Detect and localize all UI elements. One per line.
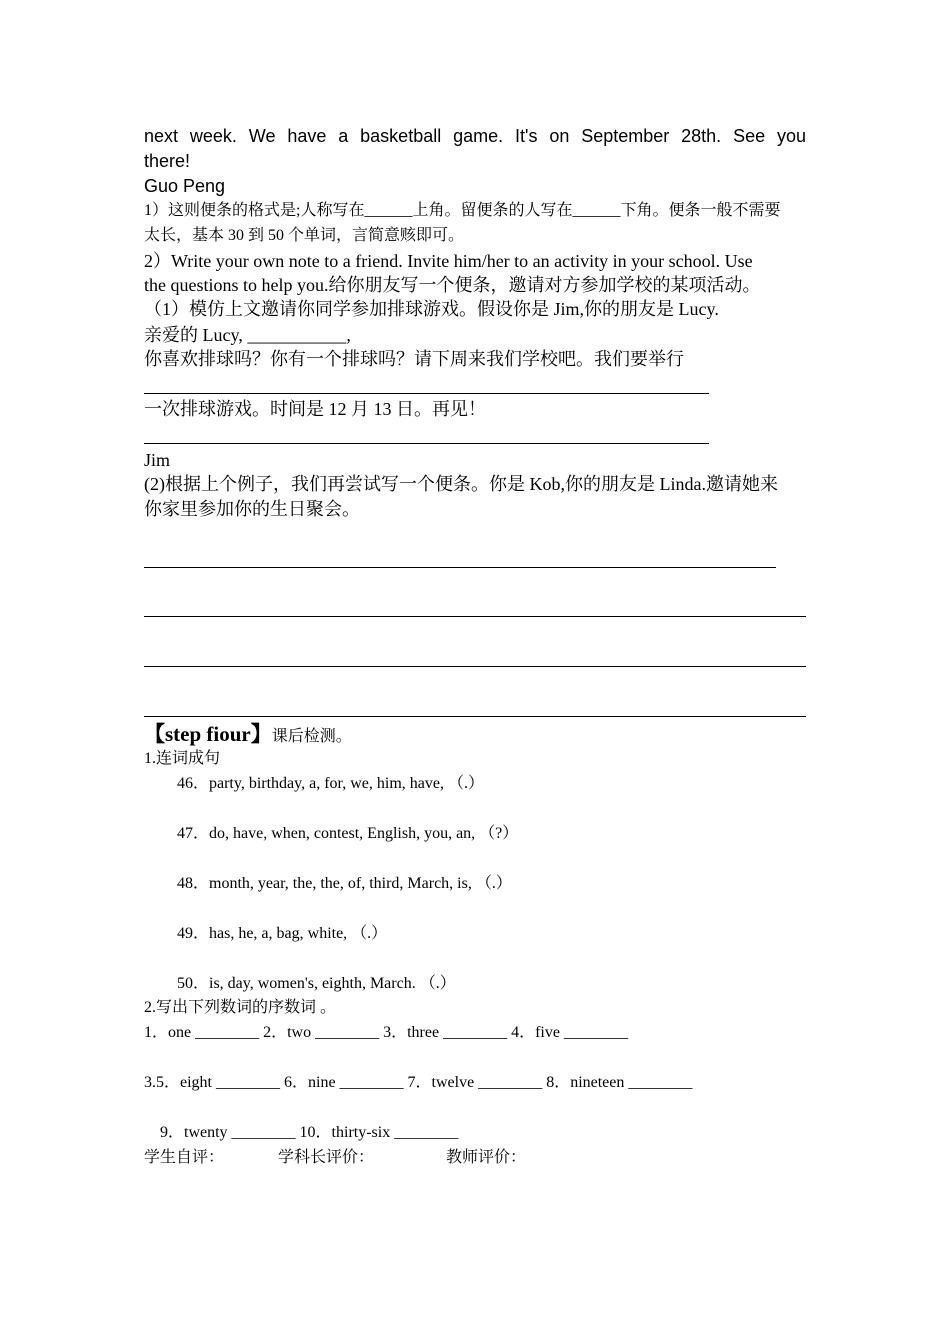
step4-heading-title: 【step fiour】 bbox=[144, 722, 272, 746]
answer-line[interactable] bbox=[144, 393, 709, 394]
q2-line-3-text: （1）模仿上文邀请你同学参加排球游戏。假设你是 Jim,你的朋友是 Lucy. bbox=[144, 299, 719, 319]
q2-line-6: 一次排球游戏。时间是 12 月 13 日。再见！ bbox=[144, 399, 486, 419]
q2-line-4: 亲爱的 Lucy, ___________, bbox=[144, 325, 351, 345]
q2-line-2: the questions to help you.给你朋友写一个便条，邀请对方参加学校的某项活动。 bbox=[144, 275, 761, 295]
letter-line-1: next week. We have a basketball game. It's on September 28th. See you bbox=[144, 126, 806, 146]
q2-line-1: 2）Write your own note to a friend. Invite him/her to an activity in your school. Use bbox=[144, 251, 753, 271]
q1-line-2: 太长，基本 30 到 50 个单词，言简意赅即可。 bbox=[144, 227, 465, 244]
ordinal-row: 1．one ________ 2．two ________ 3．three ________ 4．five ________ bbox=[144, 1024, 628, 1041]
ordinal-row: 3.5．eight ________ 6．nine ________ 7．twelve ________ 8．nineteen ________ bbox=[144, 1074, 693, 1091]
ordinal-row: 9．twenty ________ 10．thirty-six ________ bbox=[160, 1124, 459, 1141]
section-1-title: 1.连词成句 bbox=[144, 750, 221, 767]
q2-line-7: (2)根据上个例子，我们再尝试写一个便条。你是 Kob,你的朋友是 Linda.邀请她来 bbox=[144, 474, 778, 494]
section-2-title: 2.写出下列数词的序数词 。 bbox=[144, 999, 337, 1016]
exercise-item: 46．party, birthday, a, for, we, him, have, （.） bbox=[177, 775, 484, 792]
letter-line-2: there! bbox=[144, 151, 191, 171]
leader-evaluation-label: 学科长评价： bbox=[278, 1149, 375, 1166]
step4-heading-suffix: 课后检测。 bbox=[271, 728, 352, 745]
q2-line-3 bbox=[144, 300, 806, 318]
writing-line[interactable] bbox=[144, 666, 806, 667]
q2-signature: Jim bbox=[144, 450, 171, 470]
exercise-item: 49．has, he, a, bag, white, （.） bbox=[177, 925, 388, 942]
q1-line-1: 1）这则便条的格式是;人称写在______上角。留便条的人写在______下角。便条一般不需要 bbox=[144, 202, 781, 219]
answer-line[interactable] bbox=[144, 443, 709, 444]
letter-signature: Guo Peng bbox=[144, 176, 226, 196]
q2-line-5: 你喜欢排球吗？你有一个排球吗？请下周来我们学校吧。我们要举行 bbox=[144, 349, 684, 369]
teacher-evaluation-label: 教师评价： bbox=[446, 1149, 527, 1166]
writing-line[interactable] bbox=[144, 716, 806, 717]
writing-line[interactable] bbox=[144, 616, 806, 617]
exercise-item: 50．is, day, women's, eighth, March. （.） bbox=[177, 975, 456, 992]
q2-line-8: 你家里参加你的生日聚会。 bbox=[144, 499, 360, 519]
exercise-item: 48．month, year, the, the, of, third, March, is, （.） bbox=[177, 875, 512, 892]
writing-line[interactable] bbox=[144, 567, 776, 568]
self-evaluation-label: 学生自评： bbox=[144, 1149, 225, 1166]
exercise-item: 47．do, have, when, contest, English, you, an, （?） bbox=[177, 825, 519, 842]
step4-heading bbox=[144, 724, 806, 745]
